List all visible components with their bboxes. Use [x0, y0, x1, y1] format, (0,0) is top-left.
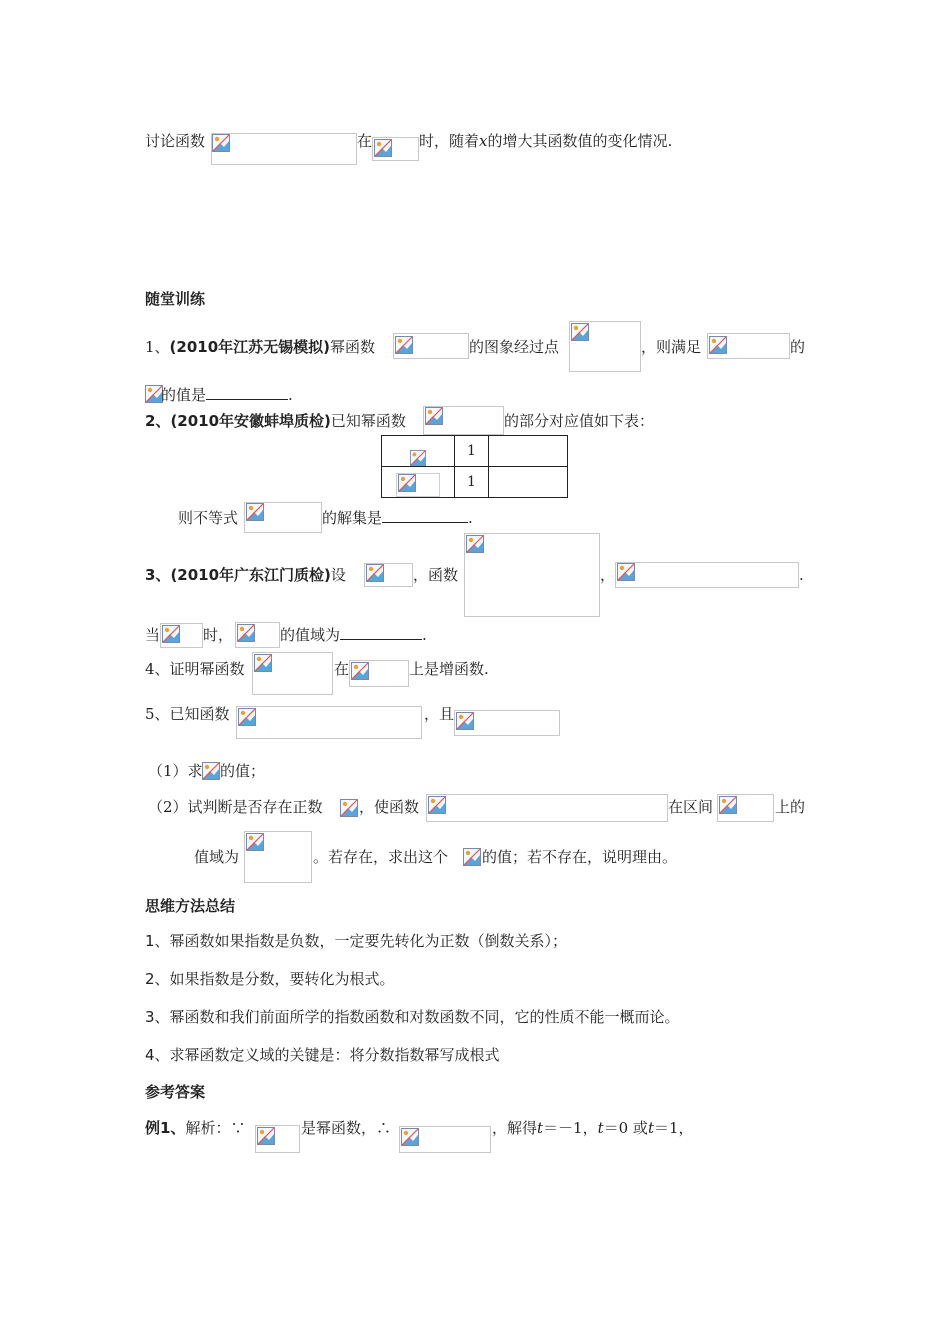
- q5-text-1: 5、已知函数: [145, 705, 230, 723]
- answer-1-text-3: ，解得t＝－1，t＝0 或t＝1，: [492, 1119, 694, 1137]
- formula-image: [615, 562, 799, 588]
- broken-image-icon: [428, 796, 446, 814]
- q3-text-2: ，函数: [413, 566, 459, 584]
- q4-text-1: 4、证明幂函数: [145, 660, 245, 678]
- q3-line-2: 的值域为 .: [280, 626, 427, 644]
- q5-sub1-b: 的值；: [220, 762, 266, 780]
- list-item: 1、幂函数如果指数是负数，一定要先转化为正数（倒数关系）；: [145, 932, 568, 950]
- table-cell: 1: [455, 467, 489, 498]
- intro-text-1: 讨论函数: [145, 132, 206, 150]
- q1-text-2: 的图象经过点: [469, 338, 560, 356]
- broken-image-icon: [395, 336, 413, 354]
- table-row: [382, 467, 568, 498]
- broken-image-icon: [202, 762, 220, 780]
- broken-image-icon: [425, 407, 443, 425]
- q5-sub2-g: 的值；若不存在，说明理由。: [482, 848, 678, 866]
- broken-image-icon: [340, 799, 358, 817]
- q4-text-3: 上是增函数.: [409, 660, 489, 678]
- q2-text-2: 的部分对应值如下表：: [504, 412, 655, 430]
- q3-text-3: ，: [600, 566, 616, 584]
- q5-sub2-f: 。若存在，求出这个: [313, 848, 449, 866]
- q5-text-2: ，且: [424, 705, 455, 723]
- broken-image-icon: [237, 624, 255, 642]
- broken-image-icon: [366, 564, 384, 582]
- section-title-practice: 随堂训练: [145, 290, 206, 308]
- q5-sub2-e: 值域为: [194, 848, 240, 866]
- broken-image-icon: [401, 1128, 419, 1146]
- broken-image-icon: [374, 139, 392, 157]
- table-cell: [382, 436, 455, 467]
- broken-image-icon: [466, 535, 484, 553]
- answer-blank[interactable]: [382, 508, 468, 523]
- answer-blank[interactable]: [340, 625, 422, 640]
- broken-image-icon: [246, 833, 264, 851]
- table-cell: [489, 436, 568, 467]
- list-item: 3、幂函数和我们前面所学的指数函数和对数函数不同，它的性质不能一概而论。: [145, 1008, 680, 1026]
- q5-sub2-d: 上的: [775, 798, 806, 816]
- broken-image-icon: [719, 796, 737, 814]
- table-cell: [489, 467, 568, 498]
- broken-image-icon: [463, 848, 481, 866]
- answer-1-text-2: 是幂函数，∴: [301, 1119, 392, 1137]
- broken-image-icon: [398, 474, 416, 492]
- q1-text-4: 的: [790, 338, 806, 356]
- table-cell: 1: [455, 436, 489, 467]
- q1-text-3: ，则满足: [641, 338, 702, 356]
- broken-image-icon: [212, 134, 230, 152]
- q5-sub1-a: （1）求: [148, 762, 203, 780]
- broken-image-icon: [456, 712, 474, 730]
- broken-image-icon: [246, 503, 264, 521]
- broken-image-icon: [257, 1127, 275, 1145]
- answer-blank[interactable]: [206, 385, 288, 400]
- broken-image-icon: [709, 336, 727, 354]
- section-title-answer: 参考答案: [145, 1083, 206, 1101]
- section-title-method: 思维方法总结: [145, 897, 236, 915]
- list-item: 4、求幂函数定义域的关键是：将分数指数幂写成根式: [145, 1046, 500, 1064]
- broken-image-icon: [410, 450, 426, 466]
- intro-text-2: 在: [357, 132, 373, 150]
- table-row: [382, 436, 568, 467]
- q2-line-1: 2、(2010年安徽蚌埠质检)已知幂函数: [145, 412, 406, 430]
- q5-sub2-b: ，使函数: [359, 798, 420, 816]
- value-table: [381, 435, 568, 498]
- q5-sub2-c: 在区间: [668, 798, 714, 816]
- q3-end: .: [799, 566, 804, 584]
- q2-line-3: 的解集是 .: [322, 509, 473, 527]
- broken-image-icon: [571, 323, 589, 341]
- intro-text-3: 时，随着x的增大其函数值的变化情况.: [419, 132, 673, 150]
- q4-text-2: 在: [334, 660, 350, 678]
- broken-image-icon: [162, 625, 180, 643]
- q3-text-4: 当: [145, 626, 161, 644]
- q1-line-1: 1、(2010年江苏无锡模拟)幂函数: [145, 338, 376, 356]
- formula-image: [211, 133, 357, 165]
- q5-sub2-a: （2）试判断是否存在正数: [148, 798, 323, 816]
- q3-text-5: 时，: [203, 626, 234, 644]
- formula-image: [236, 706, 422, 739]
- table-cell: [382, 467, 455, 498]
- q2-text-3: 则不等式: [178, 509, 239, 527]
- answer-1-line-1: 例1、解析：∵: [145, 1119, 246, 1137]
- formula-image: [464, 533, 600, 617]
- q3-line-1: 3、(2010年广东江门质检)设: [145, 566, 346, 584]
- q1-line-2: 的值是 .: [161, 386, 293, 404]
- formula-image: [426, 794, 668, 822]
- broken-image-icon: [351, 662, 369, 680]
- list-item: 2、如果指数是分数，要转化为根式。: [145, 970, 395, 988]
- broken-image-icon: [238, 708, 256, 726]
- broken-image-icon: [617, 563, 635, 581]
- broken-image-icon: [254, 654, 272, 672]
